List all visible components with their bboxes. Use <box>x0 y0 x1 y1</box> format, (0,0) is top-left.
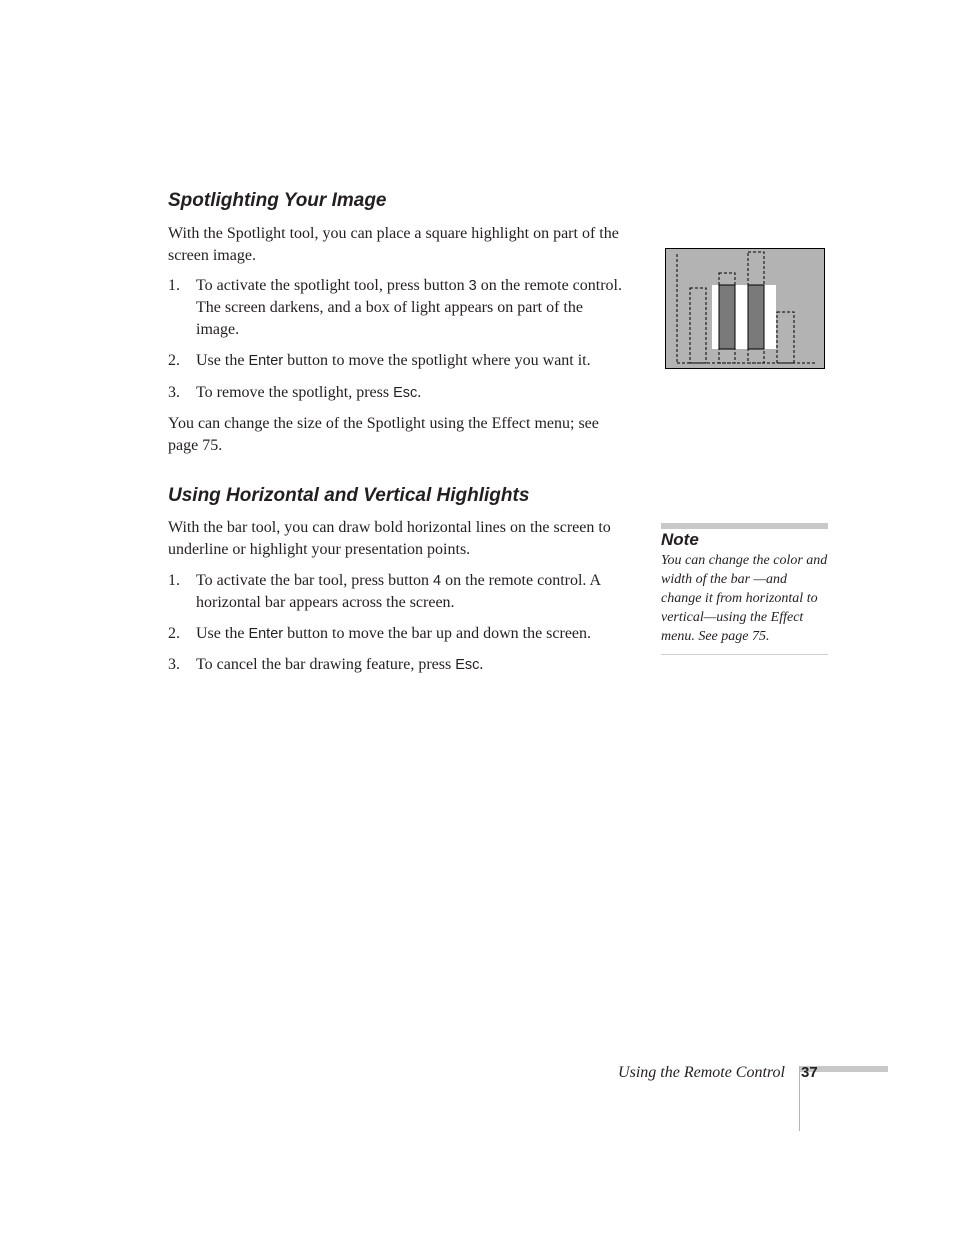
footer-vertical-rule <box>799 1066 800 1131</box>
footer-chapter-title: Using the Remote Control <box>618 1064 785 1081</box>
section-heading-spotlighting: Spotlighting Your Image <box>168 190 387 211</box>
step-text: To cancel the bar drawing feature, press Esc. <box>196 656 484 673</box>
note-title: Note <box>661 530 699 549</box>
step-number: 2. <box>168 352 180 369</box>
note-body: You can change the color and width of the bar —and change it from horizontal to vertical—using the Effect menu. See page 75. <box>661 553 828 644</box>
key-label: 4 <box>433 573 442 589</box>
key-label: Esc <box>393 385 418 401</box>
step-text: Use the Enter button to move the bar up and down the screen. <box>196 625 592 642</box>
bar-step-3 <box>168 654 630 676</box>
step-text: To activate the bar tool, press button 4 on the remote control. A horizontal bar appears across the screen. <box>196 572 601 611</box>
spotlight-step-1 <box>168 275 630 341</box>
step-text: To activate the spotlight tool, press button 3 on the remote control. The screen darkens, and a box of light appears on part of the image. <box>196 277 622 338</box>
spotlight-step-2 <box>168 350 630 372</box>
spotlight-outro-paragraph: You can change the size of the Spotlight using the Effect menu; see page 75. <box>168 415 599 454</box>
step-number: 3. <box>168 656 180 673</box>
step-number: 3. <box>168 384 180 401</box>
step-number: 1. <box>168 277 180 294</box>
section-heading-horizontal-vertical: Using Horizontal and Vertical Highlights <box>168 485 530 506</box>
note-bottom-rule <box>661 654 828 655</box>
spotlight-intro-paragraph: With the Spotlight tool, you can place a square highlight on part of the screen image. <box>168 225 619 264</box>
bar-intro-paragraph: With the bar tool, you can draw bold horizontal lines on the screen to underline or highlight your presentation points. <box>168 519 611 558</box>
key-label: 3 <box>468 278 477 294</box>
key-label: Esc <box>455 657 480 673</box>
step-text: To remove the spotlight, press Esc. <box>196 384 422 401</box>
bar-step-2 <box>168 623 630 645</box>
spotlight-illustration <box>665 248 825 369</box>
key-label: Enter <box>248 626 284 642</box>
bar-step-1 <box>168 570 630 614</box>
page-number: 37 <box>801 1064 818 1081</box>
spotlight-step-3 <box>168 382 630 404</box>
step-text: Use the Enter button to move the spotlight where you want it. <box>196 352 591 369</box>
key-label: Enter <box>248 353 284 369</box>
step-number: 2. <box>168 625 180 642</box>
step-number: 1. <box>168 572 180 589</box>
